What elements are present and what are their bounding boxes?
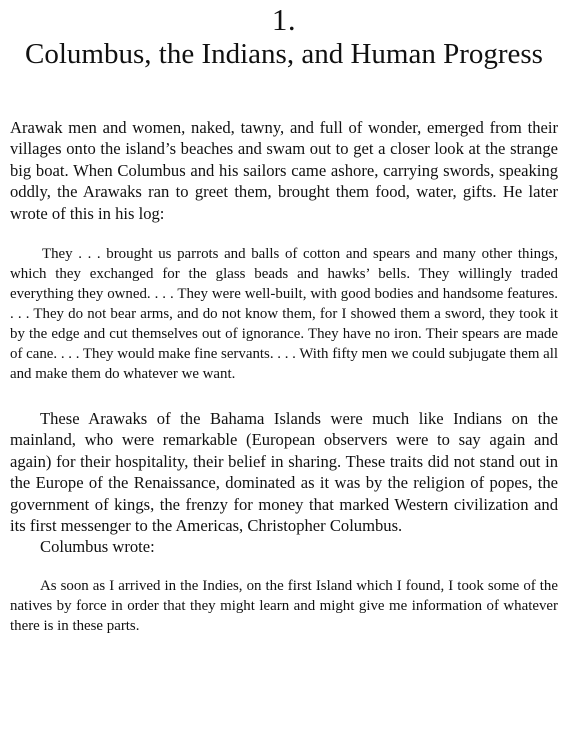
paragraph-arawak-hospitality: These Arawaks of the Bahama Islands were much like Indians on the mainland, who were remarkable (European observers were to say again and again) for their hospitality, their belief in sharing. These traits did not stand out in the Europe of the Renaissance, dominated as it was by the religion of popes, the government of kings, the frenzy for money that marked Western civilization and its first messenger to the Americas, Christopher Columbus. bbox=[10, 409, 558, 536]
quote-columbus-log: They . . . brought us parrots and balls of cotton and spears and many other things, which they exchanged for the glass beads and hawks’ bells. They willingly traded everything they owned. . . . They were well-built, with good bodies and handsome features. . . . They do not bear arms, and do not know them, for I showed them a sword, they took it by the edge and cut themselves out of ignorance. They have no iron. Their spears are made of cane. . . . They would make fine servants. . . . With fifty men we could subjugate them all and make them do whatever we want. bbox=[10, 246, 559, 383]
chapter-number: 1. bbox=[271, 2, 297, 37]
paragraph-arawak-greeting: Arawak men and women, naked, tawny, and full of wonder, emerged from their villages onto the island’s beaches and swam out to get a closer look at the strange big boat. When Columbus and his sailors came ashore, carrying swords, speaking oddly, the Arawaks ran to greet them, brought them food, water, gifts. He later wrote of this in his log: bbox=[10, 118, 558, 223]
quote-columbus-natives: As soon as I arrived in the Indies, on the first Island which I found, I took some of the natives by force in order that they might learn and might give me information of whatever there is in these parts. bbox=[10, 577, 558, 634]
chapter-title: Columbus, the Indians, and Human Progress bbox=[25, 38, 543, 70]
paragraph-columbus-wrote: Columbus wrote: bbox=[40, 537, 155, 557]
